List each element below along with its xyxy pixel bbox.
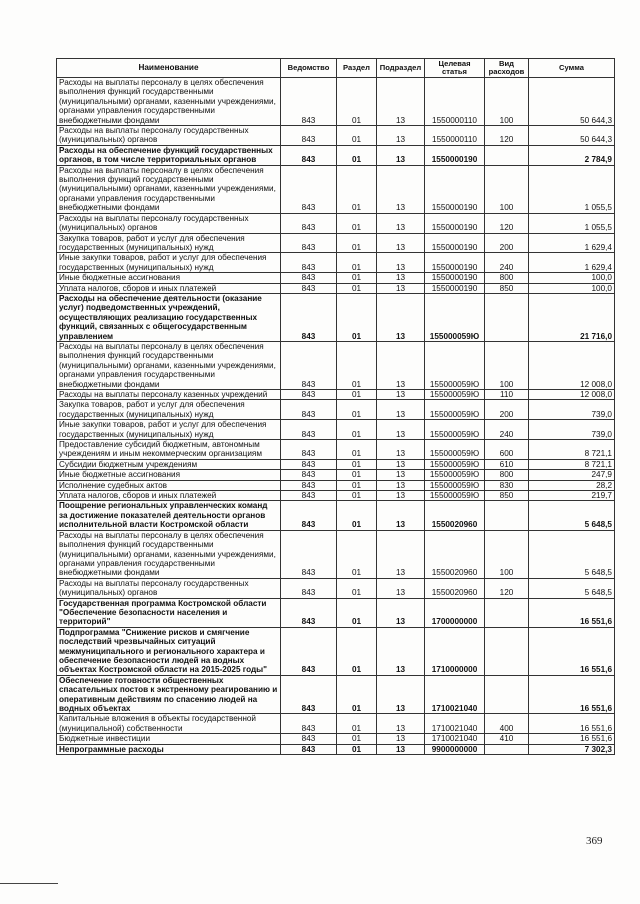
cell-vedomstvo: 843 [281,627,337,675]
cell-celevaya-statya: 1550000110 [425,78,485,126]
cell-celevaya-statya: 1550000110 [425,126,485,146]
cell-name: Расходы на выплаты персоналу государственных (муниципальных) органов [57,578,281,598]
cell-vedomstvo: 843 [281,78,337,126]
cell-name: Непрограммные расходы [57,744,281,754]
cell-celevaya-statya: 1550000190 [425,273,485,283]
cell-summa: 8 721,1 [529,440,615,460]
cell-celevaya-statya: 1550000190 [425,165,485,213]
cell-vedomstvo: 843 [281,598,337,627]
cell-vedomstvo: 843 [281,675,337,714]
cell-razdel: 01 [337,501,377,530]
cell-vid-rashodov: 100 [485,78,529,126]
cell-razdel: 01 [337,78,377,126]
cell-vedomstvo: 843 [281,530,337,578]
cell-razdel: 01 [337,390,377,400]
cell-podrazdel: 13 [377,420,425,440]
cell-razdel: 01 [337,283,377,293]
cell-podrazdel: 13 [377,598,425,627]
cell-vedomstvo: 843 [281,714,337,734]
cell-name: Расходы на обеспечение функций государственных органов, в том числе территориальных органов [57,145,281,165]
table-row [57,78,615,126]
cell-podrazdel: 13 [377,78,425,126]
cell-summa: 739,0 [529,400,615,420]
cell-podrazdel: 13 [377,459,425,469]
table-row [57,501,615,530]
table-body [57,78,615,755]
cell-vedomstvo: 843 [281,734,337,744]
cell-vid-rashodov [485,293,529,341]
cell-celevaya-statya: 1700000000 [425,598,485,627]
table-row [57,341,615,389]
cell-summa: 12 008,0 [529,390,615,400]
table-row [57,491,615,501]
cell-vedomstvo: 843 [281,578,337,598]
cell-vedomstvo: 843 [281,440,337,460]
cell-vid-rashodov [485,598,529,627]
footnote-divider [0,883,58,884]
cell-celevaya-statya: 155000059Ю [425,459,485,469]
cell-podrazdel: 13 [377,440,425,460]
cell-podrazdel: 13 [377,293,425,341]
cell-celevaya-statya: 1550020960 [425,501,485,530]
cell-vid-rashodov: 100 [485,341,529,389]
cell-celevaya-statya: 1550000190 [425,145,485,165]
table-row [57,390,615,400]
cell-name: Поощрение региональных управленческих команд за достижение показателей деятельности органов исполнительной власти Костромской области [57,501,281,530]
cell-vedomstvo: 843 [281,283,337,293]
cell-summa: 5 648,5 [529,530,615,578]
cell-name: Государственная программа Костромской области "Обеспечение безопасности населения и территорий" [57,598,281,627]
cell-vedomstvo: 843 [281,145,337,165]
cell-podrazdel: 13 [377,501,425,530]
cell-vedomstvo: 843 [281,744,337,754]
cell-name: Расходы на обеспечение деятельности (оказание услуг) подведомственных учреждений, осуществляющих реализацию государственных функций, связанных с общегосударственным управлением [57,293,281,341]
cell-celevaya-statya: 155000059Ю [425,440,485,460]
cell-vid-rashodov: 850 [485,491,529,501]
cell-podrazdel: 13 [377,491,425,501]
cell-summa: 16 551,6 [529,714,615,734]
cell-celevaya-statya: 1550000190 [425,213,485,233]
cell-summa: 219,7 [529,491,615,501]
table-row [57,480,615,490]
cell-razdel: 01 [337,744,377,754]
cell-razdel: 01 [337,420,377,440]
cell-razdel: 01 [337,598,377,627]
cell-summa: 739,0 [529,420,615,440]
cell-vid-rashodov [485,501,529,530]
cell-summa: 16 551,6 [529,675,615,714]
cell-podrazdel: 13 [377,273,425,283]
cell-celevaya-statya: 155000059Ю [425,400,485,420]
cell-celevaya-statya: 1550020960 [425,530,485,578]
cell-celevaya-statya: 9900000000 [425,744,485,754]
table-row [57,598,615,627]
cell-vid-rashodov: 800 [485,273,529,283]
cell-celevaya-statya: 155000059Ю [425,390,485,400]
cell-vid-rashodov: 110 [485,390,529,400]
cell-name: Иные бюджетные ассигнования [57,273,281,283]
cell-name: Подпрограмма "Снижение рисков и смягчение последствий чрезвычайных ситуаций межмуниципального и регионального характера и обеспечение безопасности людей на водных объектах Костромской области на 2015-2025 годы" [57,627,281,675]
cell-vedomstvo: 843 [281,400,337,420]
cell-vid-rashodov: 120 [485,578,529,598]
cell-summa: 100,0 [529,273,615,283]
header-summa: Сумма [529,59,615,78]
table-row [57,627,615,675]
cell-summa: 50 644,3 [529,126,615,146]
cell-podrazdel: 13 [377,530,425,578]
cell-vedomstvo: 843 [281,253,337,273]
cell-vid-rashodov: 200 [485,233,529,253]
cell-razdel: 01 [337,734,377,744]
cell-name: Иные бюджетные ассигнования [57,470,281,480]
table-row [57,165,615,213]
cell-vedomstvo: 843 [281,491,337,501]
cell-summa: 1 629,4 [529,253,615,273]
cell-name: Обеспечение готовности общественных спасательных постов к экстренному реагированию и оперативным действиям по спасению людей на водных объектах [57,675,281,714]
cell-vid-rashodov [485,627,529,675]
cell-vid-rashodov: 400 [485,714,529,734]
cell-name: Закупка товаров, работ и услуг для обеспечения государственных (муниципальных) нужд [57,400,281,420]
cell-vid-rashodov: 240 [485,420,529,440]
cell-summa: 8 721,1 [529,459,615,469]
cell-vedomstvo: 843 [281,459,337,469]
cell-name: Уплата налогов, сборов и иных платежей [57,491,281,501]
cell-summa: 28,2 [529,480,615,490]
cell-vid-rashodov: 100 [485,530,529,578]
cell-razdel: 01 [337,341,377,389]
cell-vid-rashodov: 850 [485,283,529,293]
cell-celevaya-statya: 1710021040 [425,714,485,734]
header-podrazdel: Подраздел [377,59,425,78]
table-row [57,145,615,165]
table-row [57,253,615,273]
cell-celevaya-statya: 155000059Ю [425,293,485,341]
cell-name: Расходы на выплаты персоналу государственных (муниципальных) органов [57,126,281,146]
table-row [57,400,615,420]
cell-vedomstvo: 843 [281,420,337,440]
cell-podrazdel: 13 [377,470,425,480]
cell-summa: 1 055,5 [529,165,615,213]
cell-summa: 21 716,0 [529,293,615,341]
cell-name: Расходы на выплаты персоналу в целях обеспечения выполнения функций государственными (муниципальными) органами, казенными учреждениями, органами управления государственными внебюджетными фондами [57,530,281,578]
cell-vid-rashodov: 800 [485,470,529,480]
budget-table [56,58,615,755]
cell-podrazdel: 13 [377,165,425,213]
cell-celevaya-statya: 155000059Ю [425,420,485,440]
cell-celevaya-statya: 1710000000 [425,627,485,675]
cell-name: Расходы на выплаты персоналу в целях обеспечения выполнения функций государственными (муниципальными) органами, казенными учреждениями, органами управления государственными внебюджетными фондами [57,78,281,126]
header-vedomstvo: Ведомство [281,59,337,78]
cell-podrazdel: 13 [377,734,425,744]
cell-name: Расходы на выплаты персоналу в целях обеспечения выполнения функций государственными (муниципальными) органами, казенными учреждениями, органами управления государственными внебюджетными фондами [57,165,281,213]
cell-vedomstvo: 843 [281,470,337,480]
cell-summa: 1 629,4 [529,233,615,253]
cell-razdel: 01 [337,145,377,165]
cell-summa: 50 644,3 [529,78,615,126]
cell-vedomstvo: 843 [281,501,337,530]
cell-podrazdel: 13 [377,744,425,754]
table-row [57,283,615,293]
cell-vedomstvo: 843 [281,480,337,490]
cell-vid-rashodov: 200 [485,400,529,420]
table-row [57,233,615,253]
table-row [57,459,615,469]
cell-podrazdel: 13 [377,283,425,293]
cell-vid-rashodov [485,145,529,165]
cell-vedomstvo: 843 [281,390,337,400]
table-row [57,293,615,341]
cell-vedomstvo: 843 [281,341,337,389]
cell-celevaya-statya: 155000059Ю [425,470,485,480]
cell-podrazdel: 13 [377,145,425,165]
cell-summa: 100,0 [529,283,615,293]
table-row [57,744,615,754]
cell-name: Уплата налогов, сборов и иных платежей [57,283,281,293]
cell-razdel: 01 [337,491,377,501]
cell-razdel: 01 [337,459,377,469]
cell-razdel: 01 [337,126,377,146]
table-row [57,734,615,744]
header-name: Наименование [57,59,281,78]
cell-celevaya-statya: 155000059Ю [425,341,485,389]
cell-name: Субсидии бюджетным учреждениям [57,459,281,469]
page-number: 369 [586,835,603,847]
cell-vid-rashodov: 410 [485,734,529,744]
cell-name: Предоставление субсидий бюджетным, автономным учреждениям и иным некоммерческим организациям [57,440,281,460]
cell-razdel: 01 [337,714,377,734]
table-row [57,714,615,734]
cell-podrazdel: 13 [377,400,425,420]
cell-celevaya-statya: 155000059Ю [425,491,485,501]
cell-podrazdel: 13 [377,578,425,598]
cell-vedomstvo: 843 [281,273,337,283]
cell-podrazdel: 13 [377,390,425,400]
cell-summa: 16 551,6 [529,627,615,675]
cell-vedomstvo: 843 [281,293,337,341]
cell-razdel: 01 [337,165,377,213]
table-row [57,273,615,283]
cell-podrazdel: 13 [377,253,425,273]
cell-name: Бюджетные инвестиции [57,734,281,744]
cell-vid-rashodov: 610 [485,459,529,469]
cell-vedomstvo: 843 [281,126,337,146]
cell-celevaya-statya: 1550000190 [425,253,485,273]
cell-podrazdel: 13 [377,213,425,233]
cell-summa: 2 784,9 [529,145,615,165]
cell-celevaya-statya: 1550000190 [425,233,485,253]
cell-vid-rashodov: 830 [485,480,529,490]
cell-vid-rashodov: 600 [485,440,529,460]
cell-podrazdel: 13 [377,675,425,714]
cell-celevaya-statya: 1710021040 [425,734,485,744]
cell-podrazdel: 13 [377,627,425,675]
cell-podrazdel: 13 [377,480,425,490]
cell-vedomstvo: 843 [281,233,337,253]
cell-name: Капитальные вложения в объекты государственной (муниципальной) собственности [57,714,281,734]
table-row [57,675,615,714]
cell-name: Иные закупки товаров, работ и услуг для обеспечения государственных (муниципальных) нужд [57,253,281,273]
cell-name: Иные закупки товаров, работ и услуг для обеспечения государственных (муниципальных) нужд [57,420,281,440]
table-header-row [57,59,615,78]
cell-razdel: 01 [337,253,377,273]
cell-razdel: 01 [337,233,377,253]
cell-razdel: 01 [337,470,377,480]
cell-razdel: 01 [337,293,377,341]
cell-name: Расходы на выплаты персоналу в целях обеспечения выполнения функций государственными (муниципальными) органами, казенными учреждениями, органами управления государственными внебюджетными фондами [57,341,281,389]
cell-vid-rashodov: 240 [485,253,529,273]
cell-summa: 12 008,0 [529,341,615,389]
cell-summa: 7 302,3 [529,744,615,754]
cell-vid-rashodov [485,744,529,754]
table-row [57,470,615,480]
cell-vid-rashodov: 120 [485,213,529,233]
table-row [57,420,615,440]
cell-summa: 247,9 [529,470,615,480]
table-row [57,440,615,460]
header-vid-rashodov: Вид расходов [485,59,529,78]
table-row [57,578,615,598]
cell-summa: 16 551,6 [529,598,615,627]
cell-celevaya-statya: 1550000190 [425,283,485,293]
cell-razdel: 01 [337,213,377,233]
header-razdel: Раздел [337,59,377,78]
cell-celevaya-statya: 155000059Ю [425,480,485,490]
cell-celevaya-statya: 1550020960 [425,578,485,598]
cell-razdel: 01 [337,440,377,460]
table-row [57,126,615,146]
cell-celevaya-statya: 1710021040 [425,675,485,714]
cell-razdel: 01 [337,675,377,714]
cell-vid-rashodov: 100 [485,165,529,213]
cell-summa: 1 055,5 [529,213,615,233]
cell-podrazdel: 13 [377,126,425,146]
cell-vid-rashodov [485,675,529,714]
cell-podrazdel: 13 [377,341,425,389]
cell-summa: 5 648,5 [529,501,615,530]
cell-podrazdel: 13 [377,714,425,734]
cell-vedomstvo: 843 [281,165,337,213]
cell-razdel: 01 [337,578,377,598]
cell-vedomstvo: 843 [281,213,337,233]
cell-razdel: 01 [337,273,377,283]
cell-podrazdel: 13 [377,233,425,253]
cell-name: Расходы на выплаты персоналу государственных (муниципальных) органов [57,213,281,233]
table-row [57,213,615,233]
cell-name: Исполнение судебных актов [57,480,281,490]
cell-razdel: 01 [337,480,377,490]
cell-razdel: 01 [337,530,377,578]
header-celevaya-statya: Целевая статья [425,59,485,78]
table-row [57,530,615,578]
cell-summa: 5 648,5 [529,578,615,598]
cell-summa: 16 551,6 [529,734,615,744]
cell-vid-rashodov: 120 [485,126,529,146]
cell-name: Закупка товаров, работ и услуг для обеспечения государственных (муниципальных) нужд [57,233,281,253]
cell-name: Расходы на выплаты персоналу казенных учреждений [57,390,281,400]
cell-razdel: 01 [337,627,377,675]
cell-razdel: 01 [337,400,377,420]
